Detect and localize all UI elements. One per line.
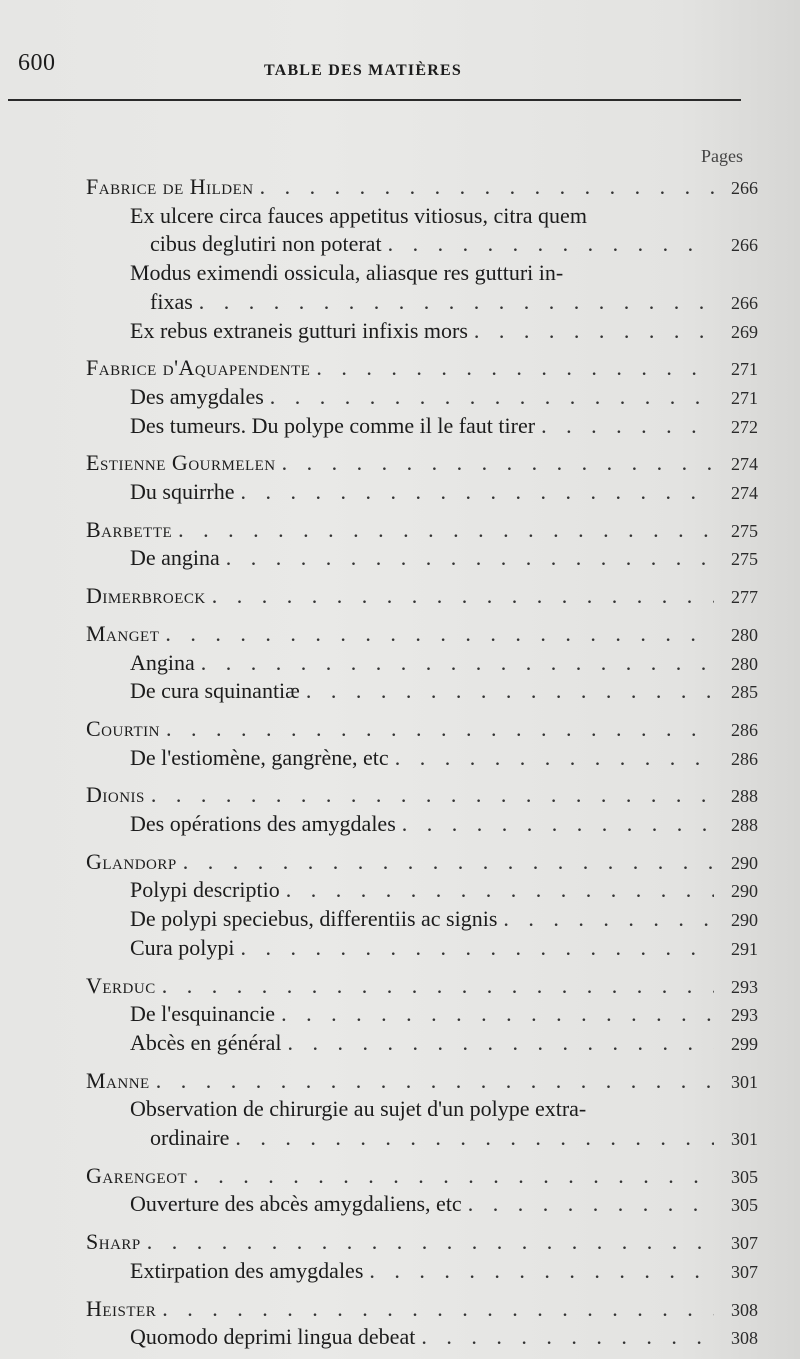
page-ref: 280 xyxy=(731,624,758,645)
page-ref: 266 xyxy=(731,235,758,256)
author-name: Estienne Gourmelen xyxy=(86,450,276,476)
page-ref: 293 xyxy=(731,1005,758,1026)
dot-leader xyxy=(150,1067,714,1095)
dot-leader xyxy=(235,934,715,962)
page-ref: 280 xyxy=(731,653,758,674)
page-ref: 305 xyxy=(731,1166,758,1187)
page-ref: 277 xyxy=(731,587,758,608)
toc-item-row xyxy=(130,1190,758,1218)
item-title-line: Modus eximendi ossicula, aliasque res gutturi in- xyxy=(130,260,564,286)
page-ref: 308 xyxy=(731,1299,758,1320)
dot-leader xyxy=(462,1190,714,1218)
dot-leader xyxy=(177,848,714,876)
toc-item-row xyxy=(130,744,758,772)
dot-leader xyxy=(535,412,714,440)
item-title: Cura polypi xyxy=(130,934,235,960)
dot-leader xyxy=(206,582,714,610)
page-ref: 290 xyxy=(731,852,758,873)
dot-leader xyxy=(281,1029,714,1057)
author-name: Verduc xyxy=(86,972,156,998)
item-title: De polypi speciebus, differentiis ac signis xyxy=(130,906,498,932)
page-ref: 275 xyxy=(731,549,758,570)
dot-leader xyxy=(195,649,714,677)
dot-leader xyxy=(254,173,714,201)
toc-item-row xyxy=(130,478,758,506)
toc-author-row xyxy=(86,620,758,648)
page-ref: 269 xyxy=(731,321,758,342)
dot-leader xyxy=(300,677,714,705)
toc-author-row xyxy=(86,354,758,382)
toc-author-row xyxy=(86,173,758,201)
toc-item-row xyxy=(130,649,758,677)
dot-leader xyxy=(172,516,714,544)
page-ref: 291 xyxy=(731,938,758,959)
author-name: Dimerbroeck xyxy=(86,583,206,609)
dot-leader xyxy=(310,354,714,382)
author-name: Barbette xyxy=(86,516,173,542)
toc-author-row xyxy=(86,1162,758,1190)
toc-item-row xyxy=(130,934,758,962)
toc-author-row xyxy=(86,1067,758,1095)
page-ref: 286 xyxy=(731,719,758,740)
item-title: De l'estiomène, gangrène, etc xyxy=(130,744,389,770)
page-ref: 271 xyxy=(731,387,758,408)
page-ref: 305 xyxy=(731,1195,758,1216)
dot-leader xyxy=(497,905,714,933)
toc-item-row xyxy=(130,1000,758,1028)
dot-leader xyxy=(234,478,714,506)
author-name: Manne xyxy=(86,1067,150,1093)
item-title: Des amygdales xyxy=(130,383,264,409)
author-name: Courtin xyxy=(86,715,160,741)
page-ref: 301 xyxy=(731,1129,758,1149)
dot-leader xyxy=(363,1257,714,1285)
toc-item-row xyxy=(130,412,758,440)
item-title: Quomodo deprimi lingua debeat xyxy=(130,1324,416,1350)
page-ref: 290 xyxy=(731,881,758,902)
toc-item-row xyxy=(130,317,758,345)
item-title: fixas xyxy=(150,288,193,314)
toc-item-row xyxy=(130,905,758,933)
dot-leader xyxy=(389,744,714,772)
toc-author-row xyxy=(86,516,758,544)
toc-author-row xyxy=(86,582,758,610)
item-title: Des opérations des amygdales xyxy=(130,811,396,836)
toc-author-row xyxy=(86,781,758,809)
item-title-line: Observation de chirurgie au sujet d'un polype extra- xyxy=(130,1096,587,1122)
item-title: Ouverture des abcès amygdaliens, etc xyxy=(130,1191,462,1217)
dot-leader xyxy=(141,1228,714,1256)
toc-item-row xyxy=(130,876,758,904)
page-ref: 275 xyxy=(731,520,758,541)
item-title: ordinaire xyxy=(150,1125,230,1150)
toc-item-row xyxy=(130,1257,758,1285)
dot-leader xyxy=(280,876,714,904)
page-ref: 274 xyxy=(731,483,758,503)
page-ref: 271 xyxy=(731,359,758,380)
toc-author-row xyxy=(86,715,758,743)
author-name: Garengeot xyxy=(86,1162,188,1188)
author-name: Fabrice d'Aquapendente xyxy=(86,355,311,381)
toc-item-row xyxy=(130,1029,758,1057)
toc-author-row xyxy=(86,1228,758,1256)
page-ref: 293 xyxy=(731,976,758,997)
toc-item-row xyxy=(150,230,758,258)
author-name: Manget xyxy=(86,620,160,646)
page-ref: 307 xyxy=(731,1261,758,1282)
dot-leader xyxy=(156,1295,714,1323)
author-name: Glandorp xyxy=(86,848,177,874)
dot-leader xyxy=(276,449,714,477)
item-title: Polypi descriptio xyxy=(130,877,280,903)
item-title: De l'esquinancie xyxy=(130,1001,276,1027)
dot-leader xyxy=(275,1000,714,1028)
toc-author-row xyxy=(86,449,758,477)
toc-author-row xyxy=(86,848,758,876)
dot-leader xyxy=(264,383,714,411)
page-ref: 308 xyxy=(731,1328,758,1349)
item-title: De cura squinantiæ xyxy=(130,678,300,704)
toc-item-row xyxy=(130,544,758,572)
item-title: Du squirrhe xyxy=(130,479,235,504)
dot-leader xyxy=(382,230,714,258)
toc-item-row xyxy=(130,1323,758,1351)
page-ref: 307 xyxy=(731,1233,758,1254)
dot-leader xyxy=(145,781,714,809)
item-title: Extirpation des amygdales xyxy=(130,1257,364,1283)
dot-leader xyxy=(468,317,714,345)
item-title: Des tumeurs. Du polype comme il le faut tirer xyxy=(130,412,536,438)
page-ref: 266 xyxy=(731,292,758,313)
page-ref: 290 xyxy=(731,910,758,931)
item-title: Ex rebus extraneis gutturi infixis mors xyxy=(130,317,468,343)
toc-author-row xyxy=(86,1295,758,1323)
page-ref: 272 xyxy=(731,416,758,437)
page-ref: 299 xyxy=(731,1033,758,1054)
toc-item-row xyxy=(130,383,758,411)
item-title: Angina xyxy=(130,649,195,675)
dot-leader xyxy=(187,1162,714,1190)
page-ref: 301 xyxy=(731,1071,758,1092)
item-title: Abcès en général xyxy=(130,1029,282,1055)
toc-item-row xyxy=(150,1124,758,1152)
item-title: cibus deglutiri non poterat xyxy=(150,231,382,257)
page-ref: 285 xyxy=(731,682,758,703)
page-ref: 266 xyxy=(731,178,758,198)
author-name: Fabrice de Hilden xyxy=(86,174,254,199)
dot-leader xyxy=(396,810,714,838)
page-ref: 288 xyxy=(731,815,758,835)
dot-leader xyxy=(229,1124,714,1152)
item-title-line: Ex ulcere circa fauces appetitus vitiosus, citra quem xyxy=(130,202,587,228)
toc-item-row xyxy=(150,288,758,316)
author-name: Heister xyxy=(86,1295,157,1321)
item-title: De angina xyxy=(130,545,220,571)
dot-leader xyxy=(193,288,714,316)
author-name: Dionis xyxy=(86,782,145,808)
page-ref: 288 xyxy=(731,786,758,807)
dot-leader xyxy=(220,544,714,572)
dot-leader xyxy=(160,715,714,743)
page-ref: 274 xyxy=(731,454,758,475)
author-name: Sharp xyxy=(86,1229,141,1255)
toc-item-row xyxy=(130,677,758,705)
page-number: 600 xyxy=(18,50,56,76)
running-title: TABLE DES MATIÈRES xyxy=(264,62,462,79)
dot-leader xyxy=(156,972,714,1000)
page-ref: 286 xyxy=(731,748,758,769)
toc-item-row xyxy=(130,810,758,838)
dot-leader xyxy=(415,1323,714,1351)
dot-leader xyxy=(159,620,714,648)
pages-column-label: Pages xyxy=(701,146,743,166)
toc-author-row xyxy=(86,972,758,1000)
